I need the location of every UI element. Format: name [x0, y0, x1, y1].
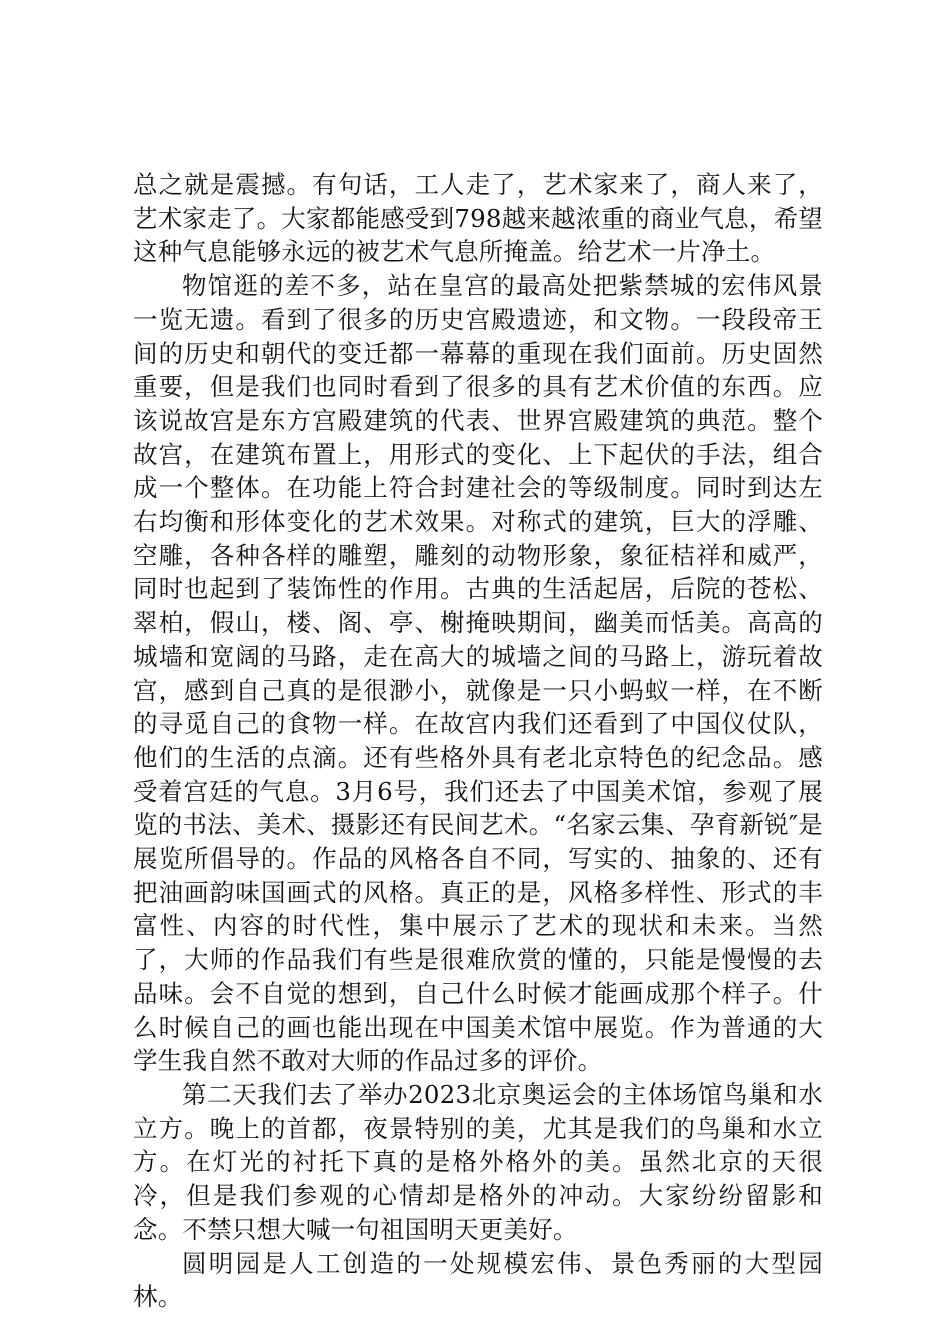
paragraph-forbidden-city-and-art-museum: 物馆逛的差不多，站在皇宫的最高处把紫禁城的宏伟风景一览无遗。看到了很多的历史宫殿遗迹，和文物。一段段帝王间的历史和朝代的变迁都一幕幕的重现在我们面前。历史固然重要，但是我们也同时看到了很多的具有艺术价值的东西。应该说故宫是东方宫殿建筑的代表、世界宫殿建筑的典范。整个故宫，在建筑布置上，用形式的变化、上下起伏的手法，组合成一个整体。在功能上符合封建社会的等级制度。同时到达左右均衡和形体变化的艺术效果。对称式的建筑，巨大的浮雕、空雕，各种各样的雕塑，雕刻的动物形象，象征桔祥和威严，同时也起到了装饰性的作用。古典的生活起居，后院的苍松、翠柏，假山，楼、阁、亭、榭掩映期间，幽美而恬美。高高的城墙和宽阔的马路，走在高大的城墙之间的马路上，游玩着故宫，感到自己真的是很渺小，就像是一只小蚂蚁一样，在不断的寻觅自己的食物一样。在故宫内我们还看到了中国仪仗队，他们的生活的点滴。还有些格外具有老北京特色的纪念品。感受着宫廷的气息。3月6号，我们还去了中国美术馆，参观了展览的书法、美术、摄影还有民间艺术。“名家云集、孕育新锐″是展览所倡导的。作品的风格各自不同，写实的、抽象的、还有把油画韵味国画式的风格。真正的是，风格多样性、形式的丰富性、内容的时代性，集中展示了艺术的现状和未来。当然了，大师的作品我们有些是很难欣赏的懂的，只能是慢慢的去品味。会不自觉的想到，自己什么时候才能画成那个样子。什么时候自己的画也能出现在中国美术馆中展览。作为普通的大学生我自然不敢对大师的作品过多的评价。: [133, 271, 823, 1076]
paragraph-798-art-district: 总之就是震撼。有句话，工人走了，艺术家来了，商人来了，艺术家走了。大家都能感受到798越来越浓重的商业气息，希望这种气息能够永远的被艺术气息所掩盖。给艺术一片净土。: [133, 170, 823, 267]
paragraph-birds-nest-water-cube: 第二天我们去了举办2023北京奥运会的主体场馆鸟巢和水立方。晚上的首都，夜景特别的美，尤其是我们的鸟巢和水立方。在灯光的衬托下真的是格外格外的美。虽然北京的天很冷，但是我们参观的心情却是格外的冲动。大家纷纷留影和念。不禁只想大喊一句祖国明天更美好。: [133, 1079, 823, 1244]
paragraph-yuanmingyuan: 圆明园是人工创造的一处规模宏伟、景色秀丽的大型园林。: [133, 1248, 823, 1312]
document-body: [133, 168, 823, 1314]
